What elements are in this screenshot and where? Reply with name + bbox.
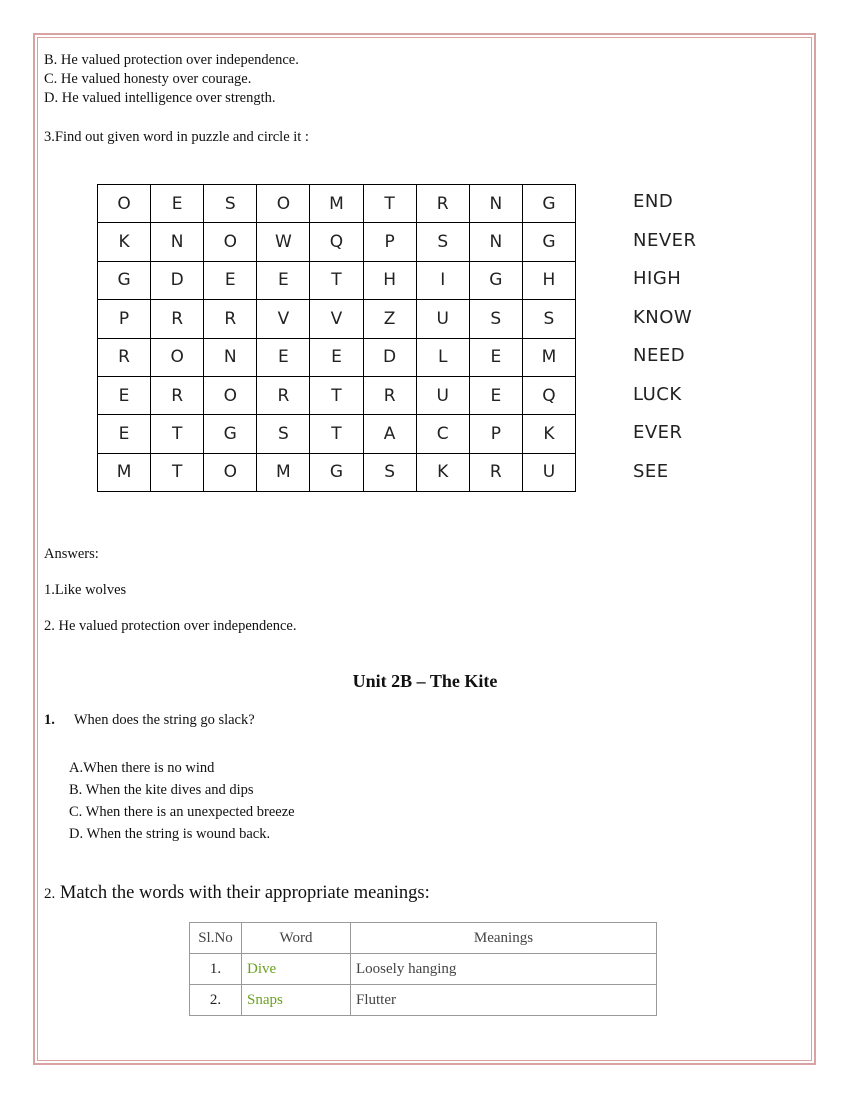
grid-cell: O: [204, 223, 257, 261]
puzzle-word: HIGH: [633, 268, 682, 289]
grid-cell: V: [310, 300, 363, 338]
table-row: [190, 985, 657, 1016]
grid-cell: E: [470, 339, 523, 377]
option-b: B. He valued protection over independence.: [44, 52, 299, 68]
table-header-row: [190, 923, 657, 954]
grid-cell: E: [151, 185, 204, 223]
grid-cell: N: [204, 339, 257, 377]
grid-cell: R: [257, 377, 310, 415]
grid-cell: D: [364, 339, 417, 377]
puzzle-word: EVER: [633, 422, 683, 443]
grid-cell: E: [310, 339, 363, 377]
grid-cell: U: [523, 454, 576, 492]
grid-cell: S: [364, 454, 417, 492]
row-word: Dive: [242, 954, 351, 985]
grid-cell: P: [98, 300, 151, 338]
question-2-text: Match the words with their appropriate meanings:: [55, 883, 430, 903]
answer-item-2: 2. He valued protection over independence.: [44, 618, 297, 634]
grid-cell: G: [523, 223, 576, 261]
grid-cell: K: [523, 415, 576, 453]
puzzle-word: END: [633, 191, 674, 212]
table-row: [190, 954, 657, 985]
question-2-heading: [44, 883, 430, 904]
question-1-option-d: D. When the string is wound back.: [69, 826, 271, 842]
row-sl-no: 1.: [190, 954, 242, 985]
puzzle-word: SEE: [633, 460, 669, 482]
grid-cell: R: [364, 377, 417, 415]
grid-cell: D: [151, 262, 204, 300]
grid-cell: T: [310, 415, 363, 453]
grid-cell: M: [257, 454, 310, 492]
grid-cell: E: [257, 262, 310, 300]
grid-cell: S: [204, 185, 257, 223]
grid-cell: O: [151, 339, 204, 377]
question-1-option-a: A.When there is no wind: [69, 760, 215, 776]
grid-cell: T: [364, 185, 417, 223]
grid-cell: W: [257, 223, 310, 261]
grid-cell: T: [151, 454, 204, 492]
grid-cell: U: [417, 377, 470, 415]
grid-cell: G: [470, 262, 523, 300]
grid-cell: G: [98, 262, 151, 300]
grid-cell: O: [257, 185, 310, 223]
grid-cell: N: [151, 223, 204, 261]
grid-cell: E: [98, 415, 151, 453]
question-1-option-b: B. When the kite dives and dips: [69, 782, 254, 798]
grid-cell: R: [470, 454, 523, 492]
answers-heading: Answers:: [44, 546, 99, 562]
option-c: C. He valued honesty over courage.: [44, 71, 252, 87]
row-meaning: Flutter: [351, 985, 657, 1016]
grid-cell: E: [204, 262, 257, 300]
puzzle-word: NEED: [633, 345, 686, 366]
grid-cell: Z: [364, 300, 417, 338]
puzzle-word: LUCK: [633, 383, 682, 405]
row-word: Snaps: [242, 985, 351, 1016]
word-search-grid: [97, 184, 576, 492]
grid-cell: L: [417, 339, 470, 377]
question-1-option-c: C. When there is an unexpected breeze: [69, 804, 295, 820]
row-sl-no: 2.: [190, 985, 242, 1016]
grid-cell: H: [523, 262, 576, 300]
option-d: D. He valued intelligence over strength.: [44, 90, 276, 106]
grid-cell: O: [98, 185, 151, 223]
row-meaning: Loosely hanging: [351, 954, 657, 985]
grid-cell: S: [417, 223, 470, 261]
grid-cell: E: [98, 377, 151, 415]
grid-cell: T: [310, 262, 363, 300]
grid-cell: N: [470, 223, 523, 261]
grid-cell: R: [98, 339, 151, 377]
grid-cell: T: [310, 377, 363, 415]
grid-cell: G: [523, 185, 576, 223]
grid-cell: R: [417, 185, 470, 223]
grid-cell: V: [257, 300, 310, 338]
question-1: [44, 711, 255, 729]
answer-item-1: 1.Like wolves: [44, 582, 127, 598]
header-word: Word: [242, 923, 351, 954]
grid-cell: R: [204, 300, 257, 338]
grid-cell: O: [204, 377, 257, 415]
grid-cell: P: [364, 223, 417, 261]
grid-cell: S: [470, 300, 523, 338]
puzzle-word: KNOW: [633, 306, 693, 328]
meanings-table: [189, 922, 657, 1016]
word-search-list: [633, 191, 697, 499]
grid-cell: K: [98, 223, 151, 261]
grid-cell: I: [417, 262, 470, 300]
grid-cell: A: [364, 415, 417, 453]
grid-cell: M: [310, 185, 363, 223]
unit-title: Unit 2B – The Kite: [352, 671, 498, 691]
grid-cell: P: [470, 415, 523, 453]
header-meanings: Meanings: [351, 923, 657, 954]
question-1-number: 1.: [44, 712, 55, 728]
grid-cell: G: [310, 454, 363, 492]
question-1-text: When does the string go slack?: [73, 712, 255, 728]
grid-cell: G: [204, 415, 257, 453]
grid-cell: H: [364, 262, 417, 300]
grid-cell: N: [470, 185, 523, 223]
grid-cell: E: [257, 339, 310, 377]
grid-cell: R: [151, 377, 204, 415]
grid-cell: O: [204, 454, 257, 492]
grid-cell: E: [470, 377, 523, 415]
grid-cell: U: [417, 300, 470, 338]
grid-cell: C: [417, 415, 470, 453]
grid-cell: M: [523, 339, 576, 377]
grid-cell: Q: [310, 223, 363, 261]
grid-cell: K: [417, 454, 470, 492]
grid-cell: Q: [523, 377, 576, 415]
grid-cell: S: [523, 300, 576, 338]
puzzle-instruction: 3.Find out given word in puzzle and circle it :: [44, 129, 309, 145]
grid-cell: T: [151, 415, 204, 453]
question-2-number: 2.: [44, 886, 56, 902]
grid-cell: M: [98, 454, 151, 492]
grid-cell: R: [151, 300, 204, 338]
puzzle-word: NEVER: [633, 229, 697, 251]
header-sl-no: Sl.No: [190, 923, 242, 954]
grid-cell: S: [257, 415, 310, 453]
